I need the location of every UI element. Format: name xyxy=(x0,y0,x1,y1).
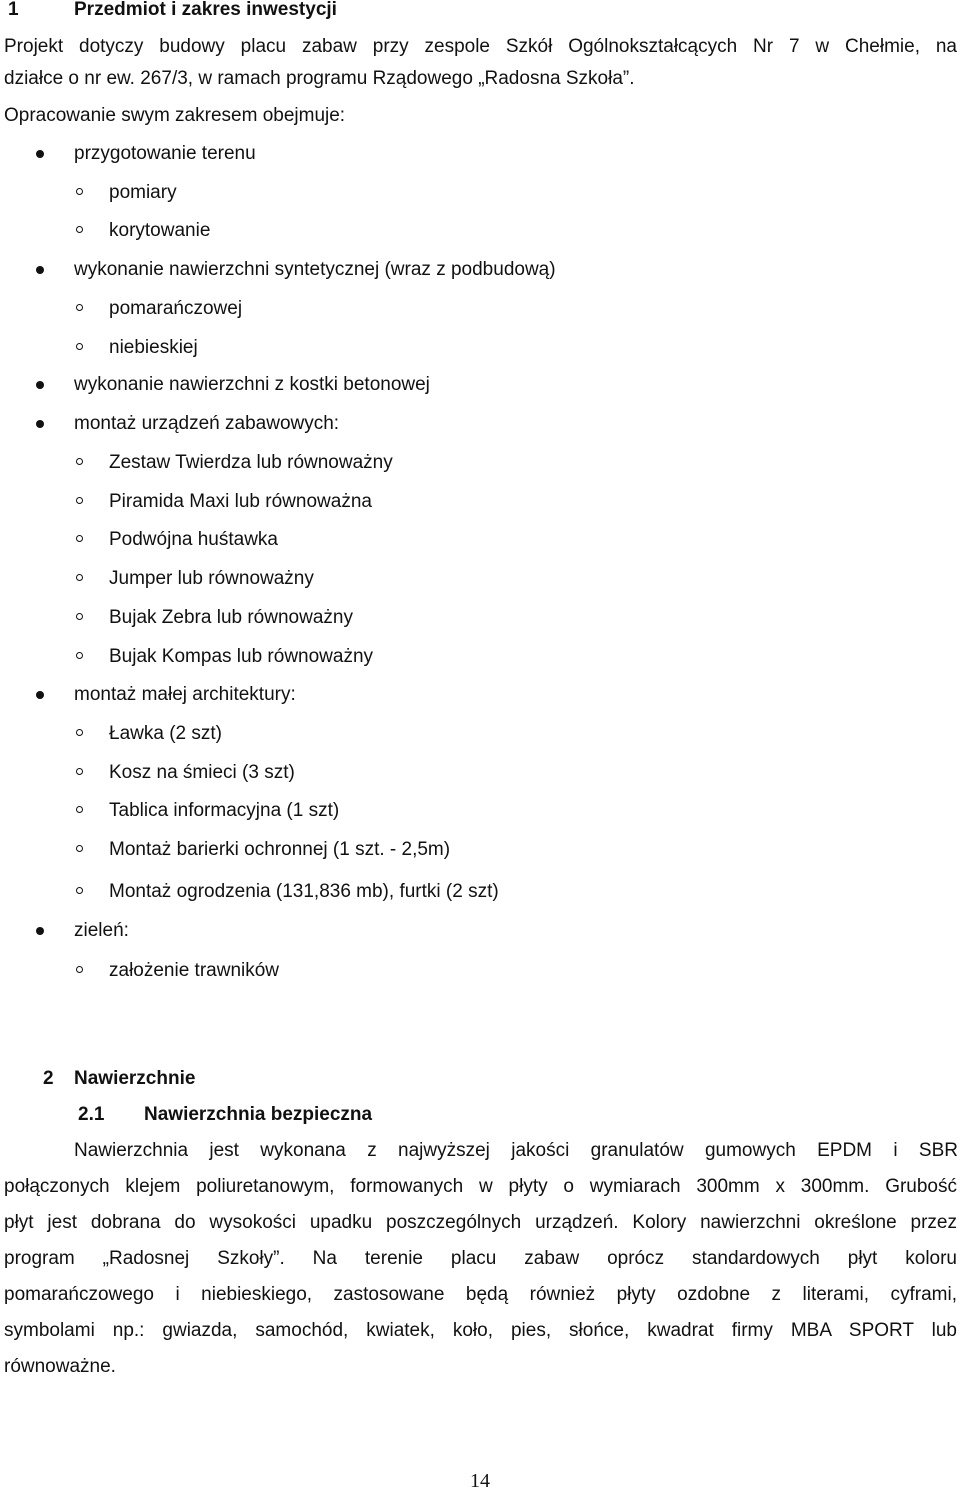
list-item: Jumper lub równoważny xyxy=(109,568,314,589)
bullet-ring-icon xyxy=(76,304,83,311)
bullet-ring-icon xyxy=(76,768,83,775)
list-item: Bujak Zebra lub równoważny xyxy=(109,607,353,628)
list-item: montaż urządzeń zabawowych: xyxy=(74,413,340,434)
section-1-title: Przedmiot i zakres inwestycji xyxy=(74,0,337,20)
bullet-ring-icon xyxy=(76,574,83,581)
bullet-ring-icon xyxy=(76,497,83,504)
intro-line-1: Projekt dotyczy budowy placu zabaw przy zespole Szkół Ogólnokształcących Nr 7 w Chełmie, na xyxy=(4,36,957,57)
bullet-dot-icon xyxy=(36,266,44,274)
bullet-ring-icon xyxy=(76,535,83,542)
bullet-ring-icon xyxy=(76,966,83,973)
bullet-ring-icon xyxy=(76,343,83,350)
list-item: pomarańczowej xyxy=(109,298,243,319)
bullet-ring-icon xyxy=(76,652,83,659)
section-2-number: 2 xyxy=(43,1068,54,1089)
list-item: Tablica informacyjna (1 szt) xyxy=(109,800,340,821)
list-item: pomiary xyxy=(109,182,177,203)
list-item: Bujak Kompas lub równoważny xyxy=(109,646,374,667)
subsection-number: 2.1 xyxy=(78,1104,105,1125)
bullet-ring-icon xyxy=(76,613,83,620)
bullet-ring-icon xyxy=(76,845,83,852)
bullet-dot-icon xyxy=(36,927,44,935)
bullet-dot-icon xyxy=(36,381,44,389)
paragraph-line-1: Nawierzchnia jest wykonana z najwyższej jakości granulatów gumowych EPDM i SBR xyxy=(74,1140,958,1161)
list-item: montaż małej architektury: xyxy=(74,684,296,705)
list-item: zieleń: xyxy=(74,920,129,941)
intro-line-2: działce o nr ew. 267/3, w ramach programu Rządowego „Radosna Szkoła”. xyxy=(4,68,635,89)
section-2-title: Nawierzchnie xyxy=(74,1068,196,1089)
bullet-dot-icon xyxy=(36,150,44,158)
bullet-ring-icon xyxy=(76,226,83,233)
bullet-ring-icon xyxy=(76,729,83,736)
scope-intro: Opracowanie swym zakresem obejmuje: xyxy=(4,105,346,126)
list-item: korytowanie xyxy=(109,220,211,241)
list-item: założenie trawników xyxy=(109,960,280,981)
bullet-ring-icon xyxy=(76,188,83,195)
page-number: 14 xyxy=(470,1470,490,1492)
list-item: Kosz na śmieci (3 szt) xyxy=(109,762,295,783)
paragraph-line-7: równoważne. xyxy=(4,1356,116,1377)
list-item: Podwójna huśtawka xyxy=(109,529,278,550)
paragraph-line-4: program „Radosnej Szkoły”. Na terenie placu zabaw oprócz standardowych płyt koloru xyxy=(4,1248,957,1269)
list-item: wykonanie nawierzchni syntetycznej (wraz z podbudową) xyxy=(74,259,556,280)
bullet-ring-icon xyxy=(76,806,83,813)
list-item: Ławka (2 szt) xyxy=(109,723,222,744)
bullet-dot-icon xyxy=(36,420,44,428)
paragraph-line-3: płyt jest dobrana do wysokości upadku poszczególnych urządzeń. Kolory nawierzchni określone przez xyxy=(4,1212,957,1233)
bullet-ring-icon xyxy=(76,887,83,894)
paragraph-line-5: pomarańczowego i niebieskiego, zastosowane będą również płyty ozdobne z literami, cyframi, xyxy=(4,1284,957,1305)
subsection-title: Nawierzchnia bezpieczna xyxy=(144,1104,373,1125)
list-item: przygotowanie terenu xyxy=(74,143,256,164)
list-item: Zestaw Twierdza lub równoważny xyxy=(109,452,393,473)
bullet-dot-icon xyxy=(36,691,44,699)
list-item: niebieskiej xyxy=(109,337,198,358)
bullet-ring-icon xyxy=(76,458,83,465)
list-item: Montaż ogrodzenia (131,836 mb), furtki (2 szt) xyxy=(109,881,499,902)
paragraph-line-2: połączonych klejem poliuretanowym, formowanych w płyty o wymiarach 300mm x 300mm. Grubość xyxy=(4,1176,957,1197)
section-1-number: 1 xyxy=(8,0,19,20)
list-item: Montaż barierki ochronnej (1 szt. - 2,5m) xyxy=(109,839,451,860)
paragraph-line-6: symbolami np.: gwiazda, samochód, kwiatek, koło, pies, słońce, kwadrat firmy MBA SPORT lub xyxy=(4,1320,957,1341)
list-item: Piramida Maxi lub równoważna xyxy=(109,491,372,512)
list-item: wykonanie nawierzchni z kostki betonowej xyxy=(74,374,430,395)
